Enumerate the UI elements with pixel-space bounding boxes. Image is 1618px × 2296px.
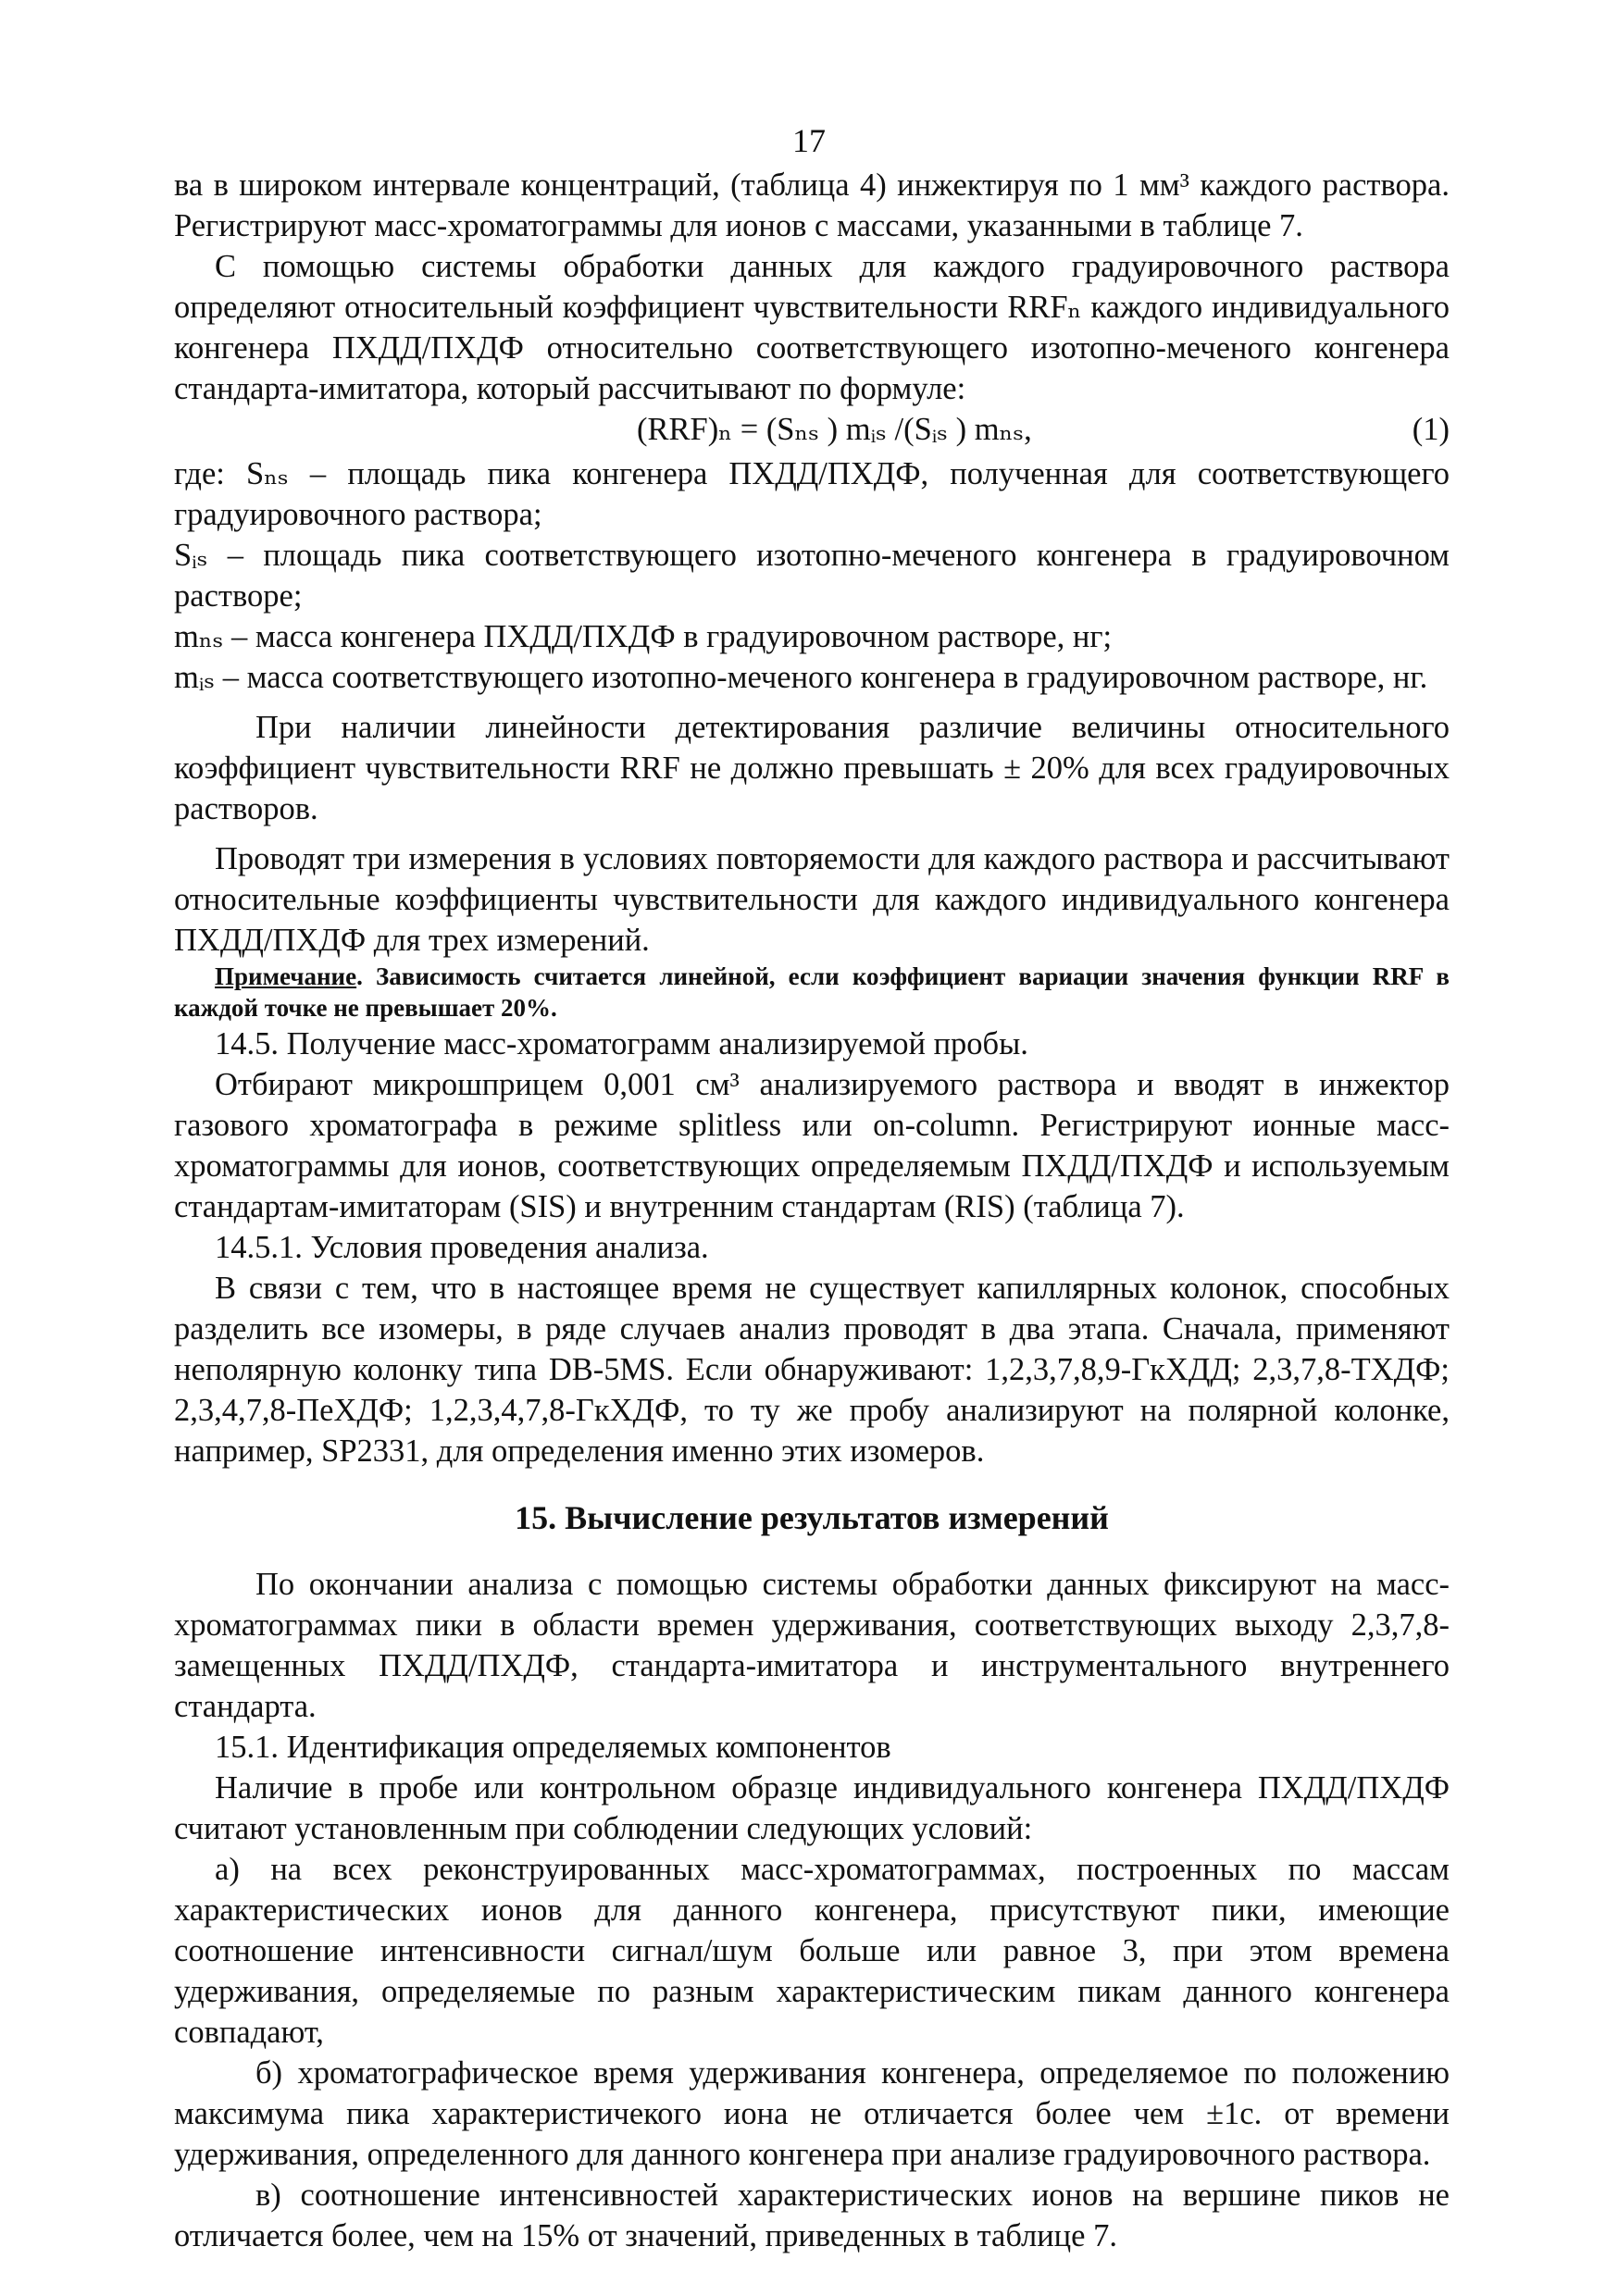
note-label: Примечание: [215, 962, 357, 990]
paragraph-rrf-method: С помощью системы обработки данных для каждого градуировочного раствора определяют относительный коэффициент чувствительности RRFₙ каждого индивидуального конгенера ПХДД/ПХДФ относительно соответствующего изотопно-меченого конгенера стандарта-имитатора, который рассчитывают по формуле:: [174, 249, 1450, 406]
paragraph-columns: В связи с тем, что в настоящее время не существует капиллярных колонок, способных разделить все изомеры, в ряде случаев анализ проводят в два этапа. Сначала, применяют неполярную колонку типа DB-5MS. Если обнаруживают: 1,2,3,7,8,9-ГкХДД; 2,3,7,8-ТХДФ; 2,3,4,7,8-ПеХДФ; 1,2,3,4,7,8-ГкХДФ, то ту же пробу анализируют на полярной колонке, например, SP2331, для определения именно этих изомеров.: [174, 1271, 1450, 1469]
definition-sns: где: Sₙₛ – площадь пика конгенера ПХДД/ПХДФ, полученная для соответствующего градуировочного раствора;: [174, 456, 1450, 532]
paragraph-sampling: Отбирают микрошприцем 0,001 см³ анализируемого раствора и вводят в инжектор газового хроматографа в режиме splitless или on-column. Регистрируют ионные масс-хроматограммы для ионов, соответствующих определяемым ПХДД/ПХДФ и используемым стандартам-имитаторам (SIS) и внутренним стандартам (RIS) (таблица 7).: [174, 1067, 1450, 1224]
formula-number: (1): [1412, 412, 1450, 447]
paragraph-results: По окончании анализа с помощью системы обработки данных фиксируют на масс-хроматограммах пики в области времен удерживания, соответствующих выходу 2,3,7,8-замещенных ПХДД/ПХДФ, стандарта-имитатора и инструментального внутреннего стандарта.: [174, 1567, 1450, 1724]
section-15-1-title: 15.1. Идентификация определяемых компонентов: [215, 1730, 891, 1765]
paragraph-continuation: ва в широком интервале концентраций, (таблица 4) инжектируя по 1 мм³ каждого раствора. Регистрируют масс-хроматограммы для ионов с массами, указанными в таблице 7.: [174, 168, 1450, 243]
section-14-5-1-title: 14.5.1. Условия проведения анализа.: [215, 1230, 709, 1265]
note-text: . Зависимость считается линейной, если коэффициент вариации значения функции RRF в каждой точке не превышает 20%.: [174, 962, 1450, 1022]
condition-a: а) на всех реконструированных масс-хроматограммах, построенных по массам характеристических ионов для данного конгенера, присутствуют пики, имеющие соотношение интенсивности сигнал/шум больше или равное 3, при этом времена удерживания, определяемые по разным характеристическим пикам данного конгенера совпадают,: [174, 1852, 1450, 2050]
paragraph-linearity: При наличии линейности детектирования различие величины относительного коэффициент чувствительности RRF не должно превышать ± 20% для всех градуировочных растворов.: [174, 710, 1450, 826]
page-body: [174, 165, 1450, 2256]
definition-mis: mᵢₛ – масса соответствующего изотопно-меченого конгенера в градуировочном растворе, нг.: [174, 660, 1428, 695]
section-15-heading: 15. Вычисление результатов измерений: [515, 1499, 1109, 1536]
formula-line: [174, 409, 1450, 453]
note: [174, 961, 1450, 1024]
condition-b: б) хроматографическое время удерживания конгенера, определяемое по положению максимума пика характеристичекого иона не отличается более чем ±1с. от времени удерживания, определенного для данного конгенера при анализе градуировочного раствора.: [174, 2055, 1450, 2172]
section-14-5-title: 14.5. Получение масс-хроматограмм анализируемой пробы.: [215, 1026, 1028, 1061]
paragraph-repeatability: Проводят три измерения в условиях повторяемости для каждого раствора и рассчитывают относительные коэффициенты чувствительности для каждого индивидуального конгенера ПХДД/ПХДФ для трех измерений.: [174, 841, 1450, 958]
formula-rrf: (RRF)ₙ = (Sₙₛ ) mᵢₛ /(Sᵢₛ ) mₙₛ,: [637, 412, 1032, 447]
page-number: 17: [792, 122, 826, 159]
definition-sis: Sᵢₛ – площадь пика соответствующего изотопно-меченого конгенера в градуировочном растворе;: [174, 538, 1450, 614]
condition-c: в) соотношение интенсивностей характеристических ионов на вершине пиков не отличается более, чем на 15% от значений, приведенных в таблице 7.: [174, 2178, 1450, 2253]
definition-mns: mₙₛ – масса конгенера ПХДД/ПХДФ в градуировочном растворе, нг;: [174, 619, 1113, 654]
paragraph-identification: Наличие в пробе или контрольном образце индивидуального конгенера ПХДД/ПХДФ считают установленным при соблюдении следующих условий:: [174, 1770, 1450, 1846]
